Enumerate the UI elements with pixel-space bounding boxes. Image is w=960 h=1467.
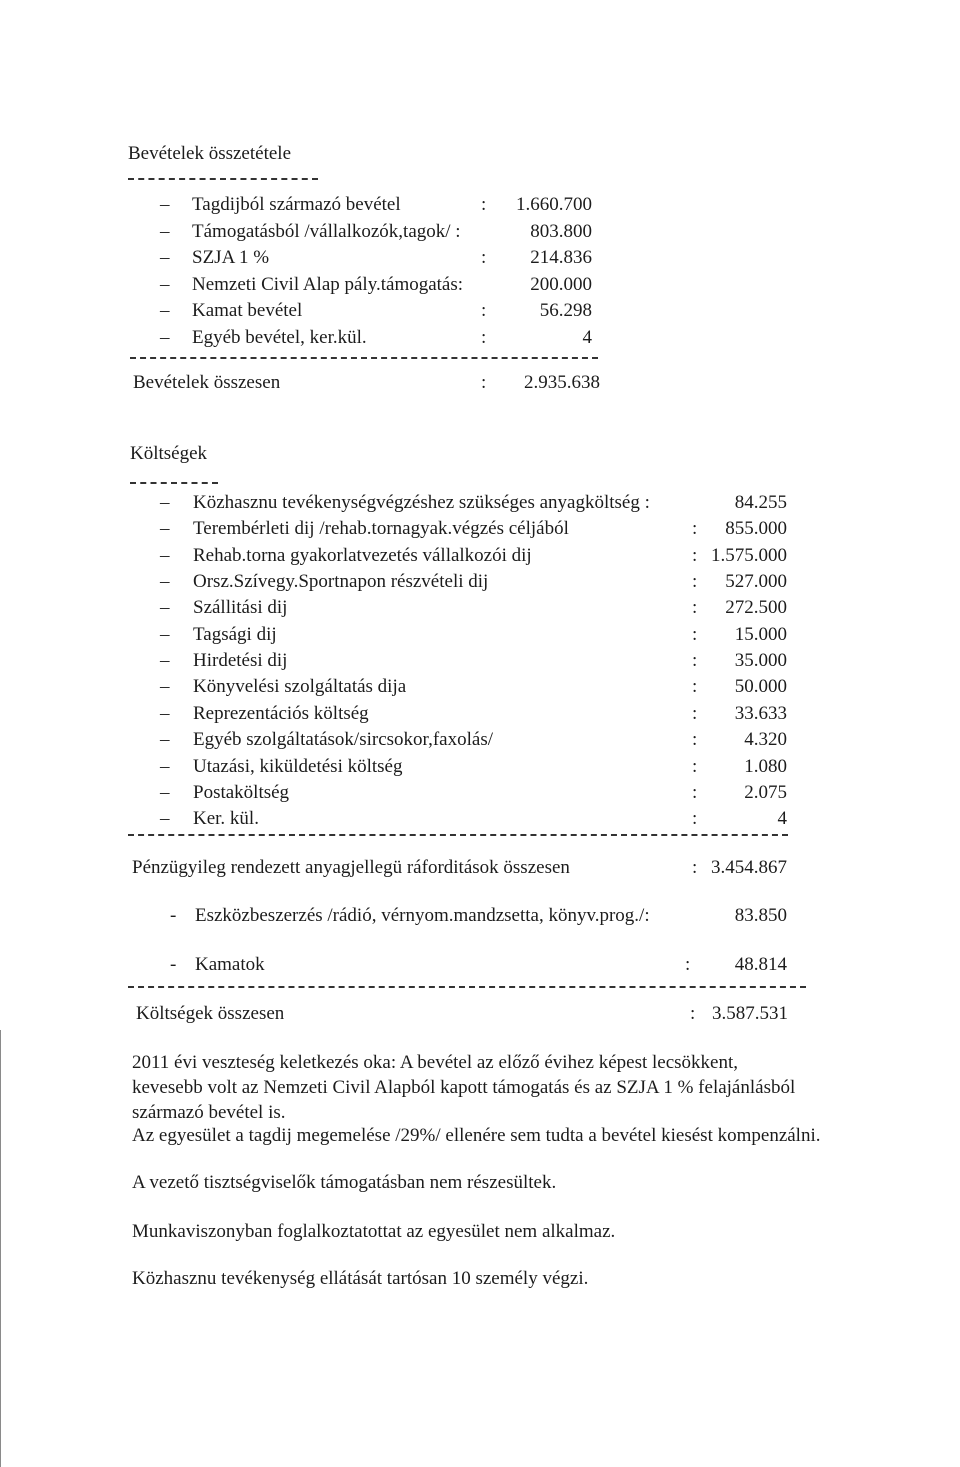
list-item-label: SZJA 1 % <box>192 247 270 268</box>
list-item-value: 50.000 <box>734 676 787 698</box>
list-item-colon: : <box>692 571 698 593</box>
list-bullet: - <box>170 905 177 926</box>
list-bullet: – <box>160 702 170 724</box>
list-item-label: Szállitási dij <box>193 597 288 619</box>
list-item-label: Utazási, kiküldetési költség <box>193 755 403 777</box>
costs-total-value: 3.587.531 <box>712 1003 788 1024</box>
income-total-value: 2.935.638 <box>524 372 600 393</box>
note-loss-reason-line2: kevesebb volt az Nemzeti Civil Alapból kapott támogatás és az SZJA 1 % felajánlásból <box>132 1077 796 1098</box>
list-item-label: Terembérleti dij /rehab.tornagyak.végzés céljából <box>193 518 569 540</box>
list-item-value: 4 <box>582 326 592 348</box>
list-bullet: - <box>170 954 177 975</box>
costs-total-label: Költségek összesen <box>136 1003 285 1024</box>
list-bullet: – <box>160 729 170 751</box>
list-bullet: – <box>160 326 170 348</box>
list-item-label: Nemzeti Civil Alap pály.támogatás: <box>192 273 464 295</box>
list-item-label: Könyvelési szolgáltatás dija <box>193 676 407 698</box>
income-total-label: Bevételek összesen <box>133 372 281 393</box>
list-item-colon: : <box>692 623 698 645</box>
list-bullet: – <box>160 676 170 698</box>
list-bullet: – <box>160 518 170 540</box>
list-item-value: 35.000 <box>734 650 787 672</box>
list-item-value: 48.814 <box>734 954 787 975</box>
list-item-value: 84.255 <box>734 492 787 513</box>
list-bullet: – <box>160 492 170 513</box>
list-item-value: 214.836 <box>530 247 592 268</box>
list-item-label: Tagdijból származó bevétel <box>192 194 401 215</box>
list-item-value: 15.000 <box>734 623 787 645</box>
income-heading: Bevételek összetétele <box>128 143 292 164</box>
list-bullet: – <box>160 650 170 672</box>
list-bullet: – <box>160 194 170 215</box>
income-heading-underline <box>128 178 318 180</box>
costs-heading-underline <box>130 482 218 484</box>
list-bullet: – <box>160 247 170 268</box>
note-volunteers: Közhasznu tevékenység ellátását tartósan 10 személy végzi. <box>132 1268 589 1289</box>
list-bullet: – <box>160 781 170 803</box>
list-item-value: 83.850 <box>734 905 787 926</box>
income-total-colon: : <box>481 372 487 393</box>
list-item-label: Támogatásból /vállalkozók,tagok/ : <box>192 220 461 242</box>
list-item-value: 1.080 <box>744 755 787 777</box>
list-item-label: Hirdetési dij <box>193 650 288 672</box>
list-item-colon: : <box>692 518 698 540</box>
list-item-value: 33.633 <box>734 702 787 724</box>
costs-total-separator <box>128 986 806 988</box>
list-item-label: Orsz.Szívegy.Sportnapon részvételi dij <box>193 571 489 593</box>
list-item-label: Postaköltség <box>193 781 290 803</box>
list-item-colon: : <box>481 300 487 321</box>
note-officers: A vezető tisztségviselők támogatásban nem részesültek. <box>132 1172 557 1193</box>
list-item-label: Ker. kül. <box>193 808 259 830</box>
list-item-colon: : <box>692 597 698 619</box>
list-item-colon: : <box>692 729 698 751</box>
list-bullet: – <box>160 623 170 645</box>
income-separator <box>130 357 598 359</box>
list-bullet: – <box>160 571 170 593</box>
list-item-colon: : <box>481 326 487 348</box>
list-item-colon: : <box>692 676 698 698</box>
list-item-label: Kamatok <box>195 954 265 975</box>
costs-subtotal-value: 3.454.867 <box>711 857 787 878</box>
list-bullet: – <box>160 808 170 830</box>
list-item-label: Egyéb szolgáltatások/sircsokor,faxolás/ <box>193 729 493 751</box>
list-bullet: – <box>160 544 170 566</box>
list-item-value: 56.298 <box>539 300 592 321</box>
list-item-label: Egyéb bevétel, ker.kül. <box>192 326 367 348</box>
costs-subtotal-label: Pénzügyileg rendezett anyagjellegü ráforditások összesen <box>132 857 570 878</box>
costs-separator <box>128 834 788 836</box>
list-item-value: 4 <box>777 808 787 830</box>
list-item-colon: : <box>692 808 698 830</box>
list-bullet: – <box>160 300 170 321</box>
list-bullet: – <box>160 597 170 619</box>
list-item-label: Reprezentációs költség <box>193 702 369 724</box>
list-item-colon: : <box>692 650 698 672</box>
costs-total-colon: : <box>690 1003 696 1024</box>
list-bullet: – <box>160 273 170 295</box>
note-loss-reason-line3: származó bevétel is. <box>132 1102 286 1123</box>
list-item-value: 272.500 <box>725 597 787 619</box>
list-bullet: – <box>160 755 170 777</box>
list-item-value: 855.000 <box>725 518 787 540</box>
list-item-colon: : <box>692 702 698 724</box>
list-item-colon: : <box>481 247 487 268</box>
list-bullet: – <box>160 220 170 242</box>
note-loss-reason-line4: Az egyesület a tagdij megemelése /29%/ ellenére sem tudta a bevétel kiesést kompenzálni. <box>132 1125 821 1146</box>
list-item-value: 200.000 <box>530 273 592 295</box>
list-item-label: Kamat bevétel <box>192 300 303 321</box>
list-item-value: 527.000 <box>725 571 787 593</box>
scan-edge-line <box>0 1030 1 1467</box>
list-item-label: Rehab.torna gyakorlatvezetés vállalkozói dij <box>193 544 532 566</box>
list-item-value: 803.800 <box>530 220 592 242</box>
list-item-colon: : <box>692 755 698 777</box>
list-item-value: 2.075 <box>744 781 787 803</box>
costs-subtotal-colon: : <box>692 857 698 878</box>
list-item-value: 1.575.000 <box>711 544 787 566</box>
list-item-label: Eszközbeszerzés /rádió, vérnyom.mandzsetta, könyv.prog./: <box>195 905 650 926</box>
list-item-colon: : <box>481 194 487 215</box>
list-item-colon: : <box>692 781 698 803</box>
list-item-label: Közhasznu tevékenységvégzéshez szükséges anyagköltség : <box>193 492 650 513</box>
note-loss-reason-line1: 2011 évi veszteség keletkezés oka: A bevétel az előző évihez képest lecsökkent, <box>132 1052 738 1073</box>
costs-heading: Költségek <box>130 443 208 464</box>
list-item-value: 4.320 <box>744 729 787 751</box>
list-item-value: 1.660.700 <box>516 194 592 215</box>
list-item-colon: : <box>685 954 691 975</box>
list-item-label: Tagsági dij <box>193 623 277 645</box>
list-item-colon: : <box>692 544 698 566</box>
note-employment: Munkaviszonyban foglalkoztatottat az egyesület nem alkalmaz. <box>132 1221 616 1242</box>
